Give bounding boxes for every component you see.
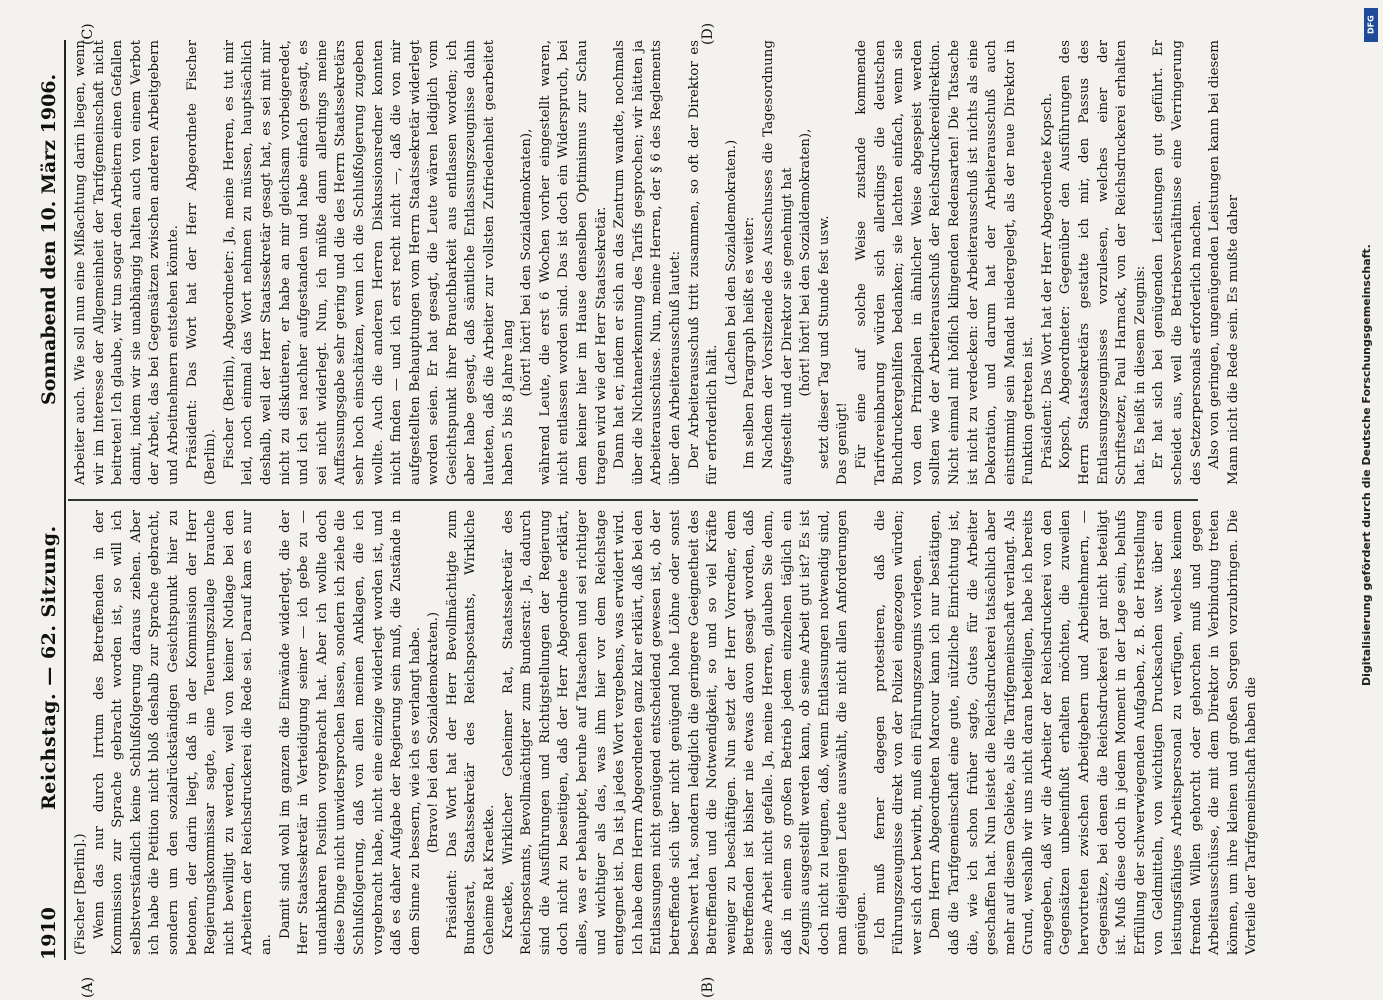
page-header — [38, 40, 64, 960]
paragraph: Ich muß ferner dagegen protestieren, daß die Führungszeugnisse direkt von der Polizei eingezogen würden; wer sich dort bewirbt, muß ein Führungszeugnis vorlegen. — [872, 510, 925, 955]
interjection: (Lachen bei den Sozialdemokraten.) — [723, 139, 739, 386]
paragraph: Für eine auf solche Weise zustande kommende Tarifvereinbarung würden sich allerdings die deutschen Buchdruckergehilfen bedanken; sie lachten einfach, wenn sie von den Prinzipalen in ähnlicher Weise abgespeist werden sollten wie der Arbeiterausschuß der Reichsdruckereidirektion. Nicht einmal mit höflich klingenden Redensarten! Die Tatsache ist nicht zu verdecken: der Arbeiterausschuß ist nichts als eine Dekoration, und darum hat der Arbeiterausschuß auch einstimmig sein Mandat niedergelegt, als der neue Direktor in Funktion getreten ist. — [853, 40, 1037, 485]
session-date: Sonnabend den 10. März 1906. — [38, 73, 60, 405]
quotation: Er hat sich bei genügenden Leistungen gut geführt. Er scheidet aus, weil die Betriebsverhältnisse eine Verringerung des Setzerpersonals erforderlich machen. — [1151, 40, 1204, 485]
paragraph: Präsident: Das Wort hat der Herr Abgeordnete Kopsch. — [1039, 92, 1055, 469]
paragraph: während Leute, die erst 6 Wochen vorher eingestellt waren, nicht entlassen worden sind. Das ist doch ein Widerspruch, bei dem keiner hier im Hause denselben Optimismus zur Schau tragen wird wie der Herr Staatssekretär. — [537, 40, 609, 485]
margin-mark-a: (A) — [80, 976, 96, 998]
quotation: setzt dieser Tag und Stunde fest usw. — [816, 215, 832, 469]
paragraph: Im selben Paragraph heißt es weiter: — [742, 216, 758, 469]
margin-mark-b: (B) — [700, 976, 716, 998]
paragraph: Also von geringen, ungenügenden Leistungen kann bei diesem Mann nicht die Rede sein. Es mußte daher — [1207, 40, 1241, 485]
margin-mark-d: (D) — [700, 22, 716, 45]
paragraph: Fischer (Berlin), Abgeordneter: Ja, meine Herren, es tut mir leid, noch einmal das Wort nehmen zu müssen, hauptsächlich deshalb, weil der Herr Staatssekretär gesagt hat, es sei mit mir nicht zu diskutieren, er habe an mir gleichsam vorbeigeredet, und ich sei nachher aufgestanden und habe einfach gesagt, es sei nicht widerlegt. Nun, ich müßte dann allerdings meine Auffassungsgabe sehr gering und die des Herrn Staatssekretärs sehr hoch einschätzen, wenn ich die Schlußfolgerung zugeben wollte. Auch die anderen Herren Diskussionsredner konnten nicht finden — und ich erst recht nicht —, daß die von mir aufgestellten Behauptungen vom Herrn Staatssekretär widerlegt worden seien. Er hat gesagt, die Leute wären lediglich vom Gesichtspunkt ihrer Brauchbarkeit aus entlassen worden; ich aber habe gesagt, daß sämtliche Entlassungszeugnisse dahin lauteten, daß die Arbeiter zur vollsten Zufriedenheit gearbeitet haben 5 bis 8 Jahre lang — [221, 40, 516, 485]
paragraph: Präsident: Das Wort hat der Herr Abgeordnete Fischer (Berlin). — [184, 40, 219, 485]
interjection: (hört! hört! bei den Sozialdemokraten), — [798, 128, 814, 397]
paragraph: Kopsch, Abgeordneter: Gegenüber den Ausführungen des Herrn Staatssekretärs gestatte ich mir, den Passus des Entlassungszeugnisses vorzulesen, welches einer der Schriftsetzer, Paul Harnack, von der Reichsdruckerei erhalten hat. Es heißt in diesem Zeugnis: — [1058, 40, 1148, 485]
page-number: 1910 — [38, 907, 60, 960]
session-title: Reichstag. — 62. Sitzung. — [38, 525, 60, 810]
paragraph: Damit sind wohl im ganzen die Einwände widerlegt, die der Herr Staatssekretär in Verteidigung seiner — ich gebe zu — undankbaren Position vorgebracht hat. Aber ich wollte doch diese Dinge nicht unwidersprochen lassen, sondern ich ziehe die Schlußfolgerung, daß von allen meinen Anklagen, die ich vorgebracht habe, nicht eine einzige widerlegt worden ist, und daß es daher Aufgabe der Regierung sein muß, die Zustände in dem Sinne zu bessern, wie ich es verlangt habe. — [277, 510, 423, 955]
dfg-logo: DFG — [1364, 8, 1378, 42]
paragraph: Kraetke, Wirklicher Geheimer Rat, Staatssekretär des Reichspostamts, Bevollmächtigter zum Bundesrat: Ja, dadurch sind die Ausführungen und Richtigstellungen der Regierung doch nicht zu beseitigen, daß der Herr Abgeordnete erklärt, alles, was er behauptet, beruhe auf Tatsachen und sei richtiger und wichtiger als das, was ihm hier vor dem Reichstage entgegnet ist. Da ist ja jedes Wort vergebens, was erwidert wird. Ich habe dem Herrn Abgeordneten ganz klar erklärt, daß bei den Entlassungen nicht genügend entscheidend gewesen ist, ob der betreffende sich über nicht genügend hohe Löhne oder sonst beschwert hat, sondern lediglich die geringere Geeignetheit des Betreffenden und die Notwendigkeit, so und so viel Kräfte weniger zu beschäftigen. Nun setzt der Herr Vorredner, dem Betreffenden ist bisher nie etwas davon gesagt worden, daß seine Arbeit nicht gefalle. Ja, meine Herren, glauben Sie denn, daß in einem so großen Betrieb jedem einzelnen täglich ein Zeugnis ausgestellt werden kann, ob seine Arbeit gut ist? Es ist doch nicht zu leugnen, daß, wenn Entlassungen notwendig sind, man diejenigen Leute auswählt, die nicht allen Anforderungen genügen. — [500, 510, 869, 955]
digitization-credit: Digitalisierung gefördert durch die Deutsche Forschungsgemeinschaft. — [1360, 244, 1373, 686]
paragraph: Präsident: Das Wort hat der Herr Bevollmächtigte zum Bundesrat, Staatssekretär des Reichspostamts, Wirkliche Geheime Rat Kraetke. — [444, 510, 498, 955]
header-rule — [64, 40, 66, 960]
column-separator — [68, 499, 1198, 501]
paragraph: Wenn das nur durch Irrtum des Betreffenden in der Kommission zur Sprache gebracht worden ist, so will ich selbstverständlich keine Schlußfolgerung daraus ziehen. Aber ich habe die Petition nicht bloß deshalb zur Sprache gebracht, sondern um den sozialrückständigen Gesichtspunkt hier zu betonen, der darin liegt, daß in der Kommission der Herr Regierungskommissar sagte, eine Teuerungszulage brauche nicht bewilligt zu werden, weil von keiner Notlage bei den Arbeitern der Reichsdruckerei die Rede sei. Darauf kam es nur an. — [91, 510, 274, 955]
paragraph: Das genügt! — [835, 402, 851, 485]
quotation: Nachdem der Vorsitzende des Ausschusses die Tagesordnung aufgestellt und der Direktor sie genehmigt hat — [760, 40, 795, 485]
quotation: Der Arbeiterausschuß tritt zusammen, so oft der Direktor es für erforderlich hält. — [686, 40, 721, 485]
left-text-column — [72, 510, 1260, 955]
paragraph: (Fischer [Berlin].) — [73, 833, 88, 955]
paragraph: Dann hat er, indem er sich an das Zentrum wandte, nochmals über die Nichtanerkennung des Tarifs gesprochen; wir hätten ja Arbeiterausschüsse. Nun, meine Herren, der § 6 des Reglements über den Arbeiterausschuß lautet: — [612, 40, 683, 485]
interjection: (Bravo! bei den Sozialdemokraten.) — [426, 611, 442, 854]
right-text-column — [72, 40, 1241, 485]
margin-mark-c: (C) — [80, 23, 96, 45]
paragraph: Arbeiter auch. Wie soll nun eine Mißachtung darin liegen, wenn wir im Interesse der Allgemeinheit der Tarifgemeinschaft nicht beitreten! Ich glaube, wir tun sogar den Arbeitern einen Gefallen damit, indem wir sie unabhängig halten auch von einem Verbot der Arbeit, das bei Gegensätzen zwischen anderen Arbeitgebern und Arbeitnehmern entstehen könnte. — [73, 40, 181, 485]
paragraph: Dem Herrn Abgeordneten Marcour kann ich nur bestätigen, daß die Tarifgemeinschaft eine gute, nützliche Einrichtung ist, die, wie ich schon früher sagte, Gutes für die Arbeiter geschaffen hat. Nun leistet die Reichsdruckerei tatsächlich aber mehr auf diesem Gebiete, als die Tarifgemeinschaft verlangt. Als Grund, weshalb wir uns nicht daran beteiligen, habe ich bereits angegeben, daß wir die Arbeiter der Reichsdruckerei von den Gegensätzen unbeeinflußt erhalten möchten, die zuweilen hervortreten zwischen Arbeitgebern und Arbeitnehmern, — Gegensätze, bei denen die Reichsdruckerei gar nicht beteiligt ist. Muß diese doch in jedem Moment in der Lage sein, behufs Erfüllung der schwerwiegenden Aufgaben, z. B. der Herstellung von Geldmitteln, von wichtigen Drucksachen usw. über ein leistungsfähiges Arbeitspersonal zu verfügen, welches keinem fremden Willen gehorcht oder gehorchen muß und gegen Arbeitsausschüsse, die mit dem Direktor in Verbindung treten können, um ihre kleinen und großen Sorgen vorzubringen. Die Vorteile der Tarifgemeinschaft haben die — [928, 510, 1260, 955]
interjection: (hört! hört! bei den Sozialdemokraten), — [519, 128, 535, 397]
